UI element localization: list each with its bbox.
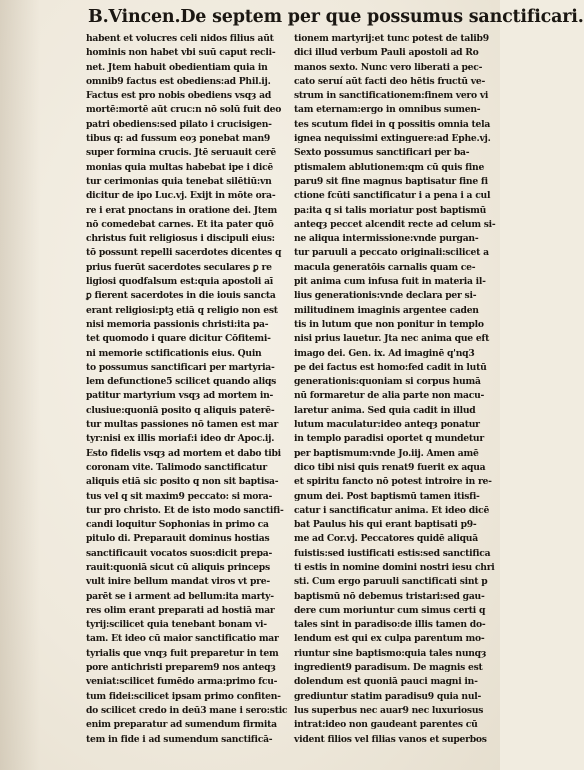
text-line: ptismalem ablutionem:qm cū quis fine <box>294 161 485 173</box>
text-line: mortē:mortē aūt cruc:n nō solū fuit deo <box>86 104 282 116</box>
text-line: lendum est qui ex culpa parentum mo- <box>294 633 485 645</box>
text-line: veniat:scilicet fumēdo arma:primo fcu- <box>86 676 278 688</box>
text-line: macula generatōis carnalis quam ce- <box>294 261 476 273</box>
text-line: pe dei factus est homo:fed cadit in lutū <box>294 361 487 373</box>
text-line: tem in fide i ad sumendum sanctificā- <box>86 733 273 745</box>
text-line: patri obediens:sed pilato i crucisigen- <box>86 118 272 130</box>
text-line: tur paruuli a peccato originali:scilicet a <box>294 247 489 259</box>
text-line: prius fuerūt sacerdotes seculares ꝑ re <box>86 261 272 273</box>
text-line: tis in lutum que non ponitur in templo <box>294 318 484 330</box>
text-line: me ad Cor.vj. Peccatores quidē aliquā <box>294 533 478 545</box>
text-line: dici illud verbum Pauli apostoli ad Ro <box>294 47 479 59</box>
text-line: Sexto possumus sanctificari per ba- <box>294 147 470 159</box>
text-line: aliquis etiā sic posito q non sit baptisa- <box>86 476 279 488</box>
text-line: pit anima cum infusa fuit in materia il- <box>294 276 486 288</box>
text-line: tam eternam:ergo in omnibus sumen- <box>294 104 481 116</box>
text-line: pore antichristi preparem9 nos anteqȝ <box>86 662 276 674</box>
text-line: monias quia multas habebat ipe i dicē <box>86 161 274 173</box>
text-line: sti. Cum ergo paruuli sanctificati sint p <box>294 576 488 588</box>
text-line: christus fuit religiosus i discipuli eius: <box>86 233 275 245</box>
text-line: patitur martyrium vsqȝ ad mortem in- <box>86 390 274 402</box>
binding-shadow <box>0 0 40 770</box>
text-line: ignea nequissimi extinguere:ad Ephe.vj. <box>294 133 491 145</box>
text-line: imago dei. Gen. ix. Ad imaginē q'nq3 <box>294 347 475 359</box>
text-line: hominis non habet vbi suū caput recli- <box>86 47 276 59</box>
text-line: riuntur sine baptismo:quia tales nunqȝ <box>294 647 487 659</box>
text-line: do scilicet credo in deū3 mane i sero:stic <box>86 704 288 716</box>
text-line: gnum dei. Post baptismū tamen itisfi- <box>294 490 480 502</box>
text-line: to possumus sanctificari per martyria- <box>86 361 275 373</box>
text-line: vult inire bellum mandat viros vt pre- <box>86 576 270 588</box>
text-line: generationis:quoniam si corpus humā <box>294 376 481 388</box>
text-line: bat Paulus his qui erant baptisati p9- <box>294 519 477 531</box>
text-line: sanctificauit vocatos suos:dicit prepa- <box>86 547 273 559</box>
text-line: Factus est pro nobis obediens vsqȝ ad <box>86 90 272 102</box>
text-line: net. Jtem habuit obedientiam quia in <box>86 61 268 73</box>
text-line: coronam vite. Talimodo sanctificatur <box>86 461 267 473</box>
right-text-column <box>294 32 500 762</box>
text-line: vident filios vel filias vanos et superbos <box>294 733 487 745</box>
text-line: parēt se i arment ad bellum:ita marty- <box>86 590 274 602</box>
text-line: dico tibi nisi quis renat9 fuerit ex aqua <box>294 461 486 473</box>
text-line: tō possunt repelli sacerdotes dicentes q <box>86 247 282 259</box>
text-line: re i erat pnoctans in oratione dei. Jtem <box>86 204 277 216</box>
text-line: clusiue:quoniā posito q aliquis paterē- <box>86 404 275 416</box>
text-line: grediuntur statim paradisu9 quia nul- <box>294 690 482 702</box>
text-line: strum in sanctificationem:finem vero vi <box>294 90 489 102</box>
text-line: nisi memoria passionis christi:ita pa- <box>86 318 269 330</box>
text-line: ingredient9 paradisum. De magnis est <box>294 662 483 674</box>
text-line: baptismū nō debemus tristari:sed gau- <box>294 590 485 602</box>
text-line: nisi prius lauetur. Jta nec anima que eft <box>294 333 490 345</box>
text-line: lus superbus nec auar9 nec luxuriosus <box>294 704 484 716</box>
text-line: nū formaretur de alia parte non macu- <box>294 390 485 402</box>
text-line: res olim erant preparati ad hostiā mar <box>86 604 275 616</box>
text-line: manos sexto. Nunc vero liberati a pec- <box>294 61 483 73</box>
text-line: pa:ita q si talis moriatur post baptismū <box>294 204 487 216</box>
text-line: habent et volucres celi nidos filius aūt <box>86 33 274 44</box>
text-line: tur pro christo. Et de isto modo sanctifi- <box>86 504 284 516</box>
text-line: dolendum est quoniā pauci magni in- <box>294 676 478 688</box>
text-line: erant religiosi:ptꝫ etiā q religio non est <box>86 304 278 316</box>
text-line: nō comedebat carnes. Et ita pater quō <box>86 218 274 230</box>
text-line: ti estis in nomine domini nostri iesu chri <box>294 561 495 573</box>
text-line: omnib9 factus est obediens:ad Phil.ij. <box>86 75 271 87</box>
text-line: ctione fcūti sanctificatur i a pena i a cul <box>294 190 491 202</box>
text-line: cato seruí aūt facti deo hētis fructū ve- <box>294 75 486 87</box>
text-line: laretur anima. Sed quia cadit in illud <box>294 404 476 416</box>
text-line: tus vel q sit maxim9 peccato: si mora- <box>86 490 273 502</box>
text-line: fuistis:sed iustificati estis:sed sanctifica <box>294 547 491 559</box>
text-line: tales sint in paradiso:de illis tamen do- <box>294 619 486 631</box>
text-line: militudinem imaginis argentee caden <box>294 304 479 316</box>
text-line: tum fidei:scilicet ipsam primo confiten- <box>86 690 281 702</box>
text-line: tyr:nisi ex illis moriaf:i ideo dr Apoc.ij. <box>86 433 275 445</box>
running-head: B.Vincen.De septem per que possumus sanctificari. <box>88 7 584 27</box>
text-line: paru9 sit fine magnus baptisatur fine fi <box>294 175 488 187</box>
text-line: super formina crucis. Jtē seruauit cerē <box>86 147 277 159</box>
text-line: Esto fidelis vsqȝ ad mortem et dabo tibi <box>86 447 281 459</box>
text-line: et spiritu fancto nō potest introire in re- <box>294 476 492 488</box>
text-line: ꝑ fierent sacerdotes in die iouis sancta <box>86 290 276 302</box>
text-line: tur multas passiones nō tamen est mar <box>86 419 279 431</box>
text-line: dicitur de ipo Luc.vj. Exijt in mōte ora- <box>86 190 276 202</box>
text-line: candi loquitur Sophonias in primo ca <box>86 519 269 531</box>
text-line: per baptismum:vnde Jo.iij. Amen amē <box>294 447 479 459</box>
text-line: tibus q: ad fussum eoȝ ponebat man9 <box>86 133 271 145</box>
text-line: ne aliqua intermissione:vnde purgan- <box>294 233 479 245</box>
text-line: lem defunctione5 scilicet quando aliqs <box>86 376 277 388</box>
text-line: ligiosi quodfalsum est:quia apostoli aī <box>86 276 274 288</box>
text-line: tyrij:scilicet quia tenebant bonam vi- <box>86 619 267 631</box>
text-line: pitulo di. Preparauit dominus hostias <box>86 533 270 545</box>
text-line: tam. Et ideo cū maior sanctificatio mar <box>86 633 279 645</box>
text-line: anteqȝ peccet alcendit recte ad celum si- <box>294 218 496 230</box>
text-line: lius generationis:vnde declara per si- <box>294 290 477 302</box>
text-line: dere cum moriuntur cum simus certi q <box>294 604 486 616</box>
text-line: ni memorie sctificationis eius. Quin <box>86 347 262 359</box>
text-line: lutum maculatur:ideo anteqȝ ponatur <box>294 419 480 431</box>
text-line: tionem martyrij:et tunc potest de talib9 <box>294 33 489 44</box>
text-line: rauit:quoniā sicut cū aliquis princeps <box>86 561 270 573</box>
text-line: in templo paradisi oportet q mundetur <box>294 433 484 445</box>
text-line: intrat:ideo non gaudeant parentes cū <box>294 719 478 731</box>
text-line: tyrialis que vnqȝ fuit preparetur in tem <box>86 647 279 659</box>
left-text-column <box>86 32 292 762</box>
text-line: catur i sanctificatur anima. Et ideo dicē <box>294 504 490 516</box>
text-line: tur cerimonias quia tenebat silētiū:vn <box>86 175 272 187</box>
text-line: tes scutum fidei in q possitis omnia tela <box>294 118 491 130</box>
text-line: enim preparatur ad sumendum firmita <box>86 719 277 731</box>
text-line: tet quomodo i quare dicitur Cōfitemi- <box>86 333 271 345</box>
